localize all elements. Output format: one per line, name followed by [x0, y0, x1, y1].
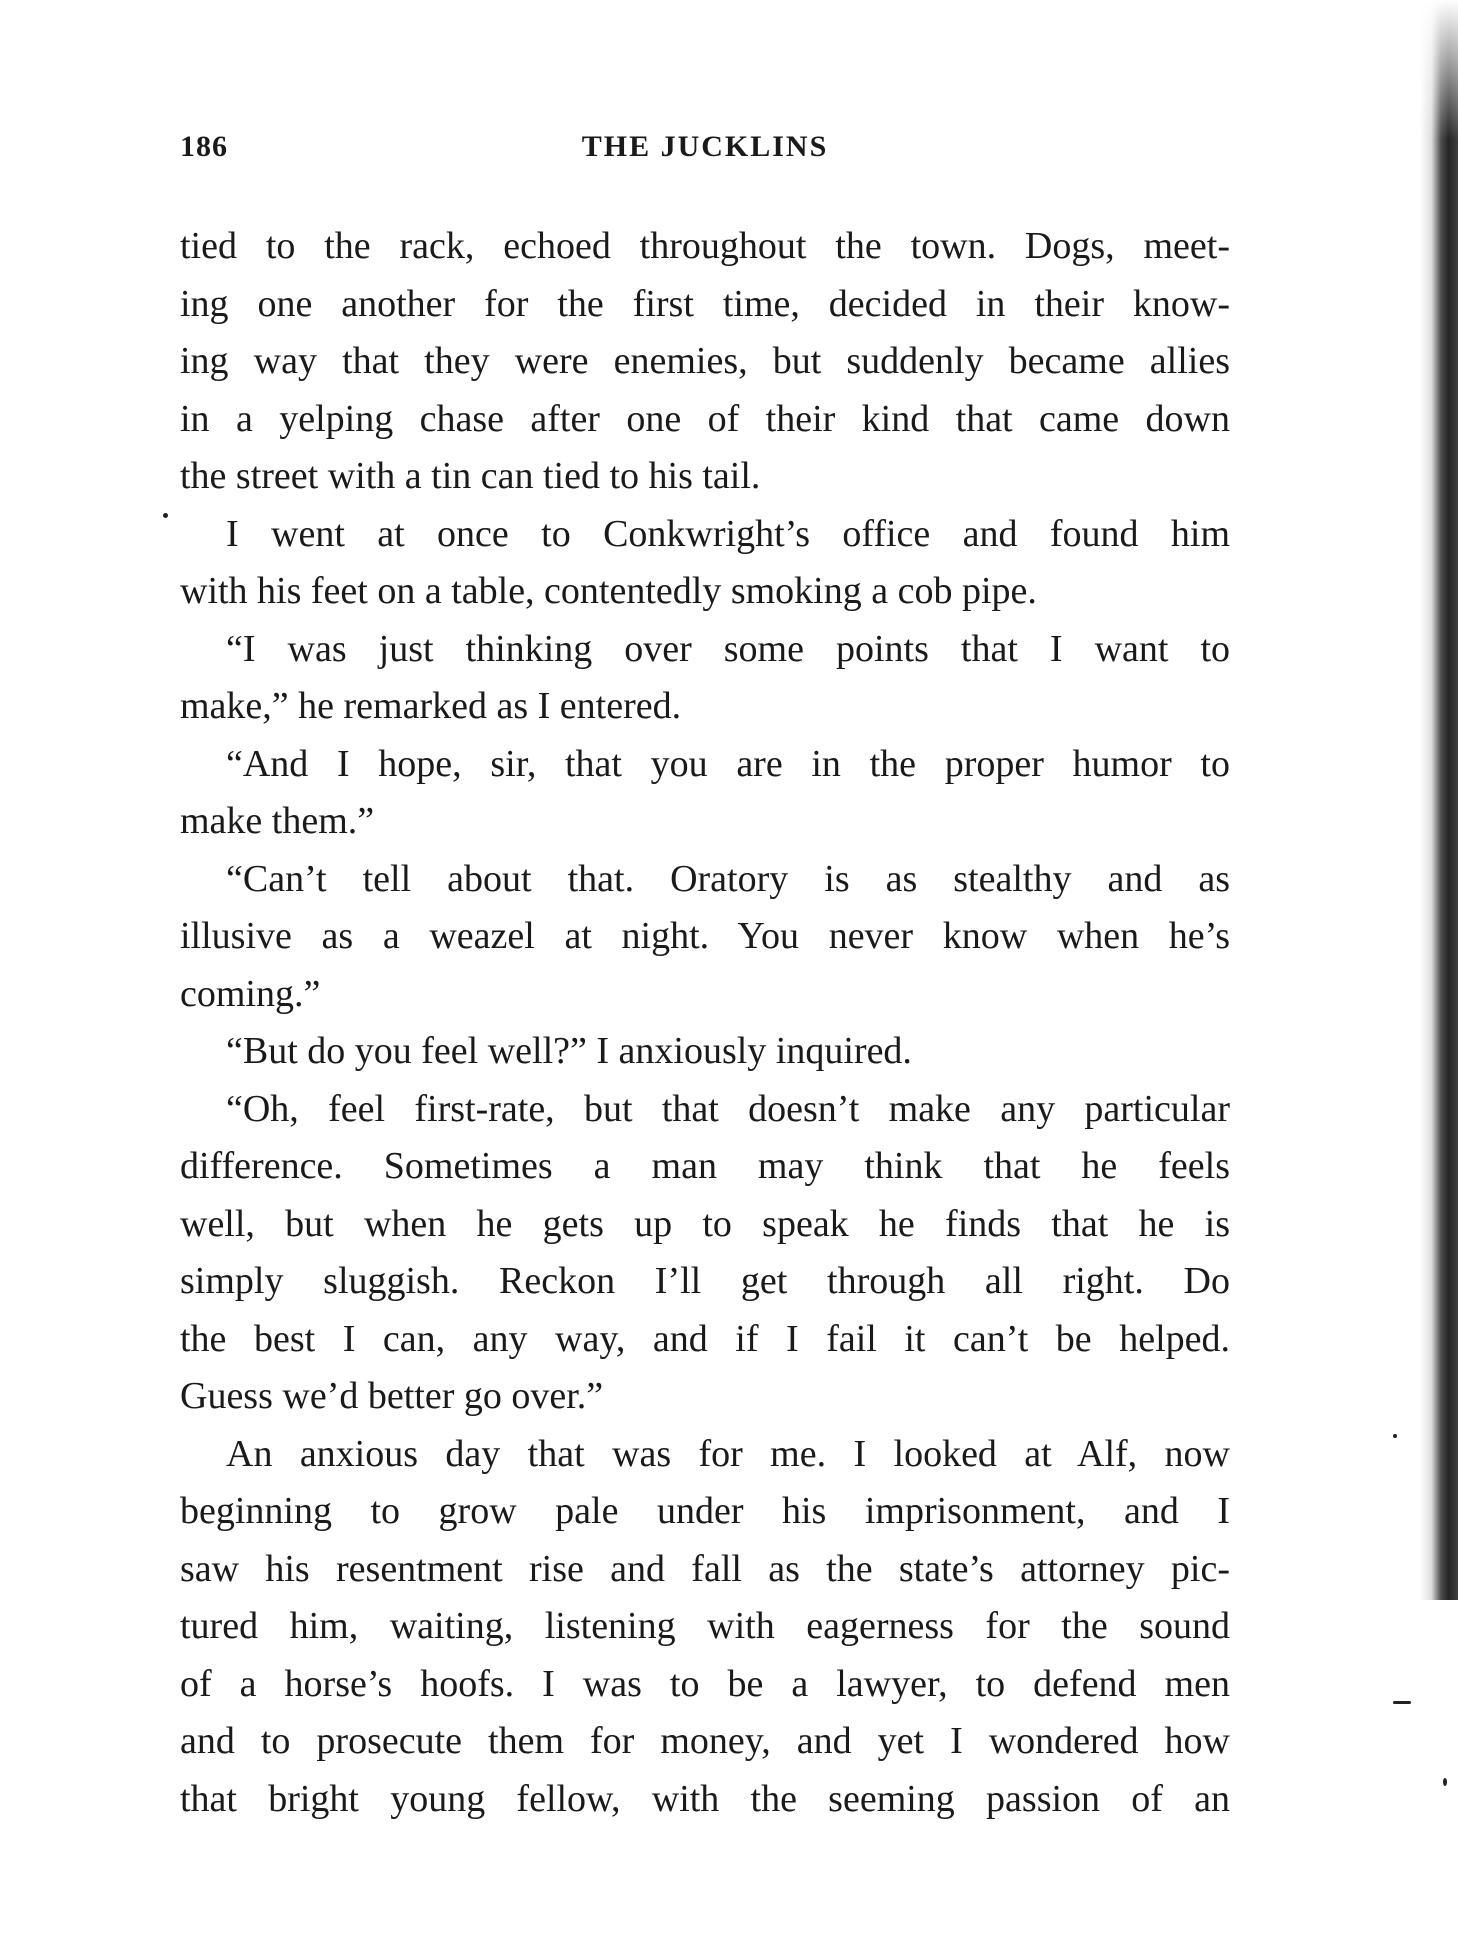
text-line: simply sluggish. Reckon I’ll get through all right. Do	[180, 1260, 1230, 1302]
text-line: “I was just thinking over some points that I want to	[226, 627, 1230, 670]
text-line: and to prosecute them for money, and yet I wondered how	[180, 1720, 1230, 1762]
running-title: THE JUCKLINS	[581, 130, 829, 163]
text-line: I went at once to Conkwright’s office and found him	[226, 512, 1230, 555]
running-head	[180, 130, 1230, 174]
scan-speck	[1393, 1434, 1397, 1438]
scan-speck	[1443, 1778, 1447, 1786]
text-line: “Oh, feel first-rate, but that doesn’t make any particular	[226, 1087, 1230, 1130]
text-line: coming.”	[180, 972, 321, 1015]
binding-shadow-fade-top	[1420, 0, 1458, 140]
scan-speck	[163, 513, 168, 518]
text-line: illusive as a weazel at night. You never know when he’s	[180, 915, 1230, 957]
text-line: make,” he remarked as I entered.	[180, 685, 682, 727]
text-line: in a yelping chase after one of their kind that came down	[180, 397, 1230, 440]
text-line: that bright young fellow, with the seeming passion of an	[180, 1777, 1230, 1820]
text-line: “But do you feel well?” I anxiously inquired.	[226, 1030, 912, 1072]
text-line: of a horse’s hoofs. I was to be a lawyer, to defend men	[180, 1662, 1230, 1705]
text-line: saw his resentment rise and fall as the state’s attorney pic-	[180, 1547, 1230, 1590]
text-line: make them.”	[180, 800, 375, 842]
text-line: the best I can, any way, and if I fail it can’t be helped.	[180, 1317, 1230, 1360]
page-number: 186	[180, 130, 228, 163]
body-text	[180, 218, 1230, 1828]
text-line: difference. Sometimes a man may think that he feels	[180, 1145, 1230, 1187]
text-line: well, but when he gets up to speak he finds that he is	[180, 1202, 1230, 1245]
text-line: with his feet on a table, contentedly smoking a cob pipe.	[180, 570, 1037, 612]
text-line: ing way that they were enemies, but suddenly became allies	[180, 340, 1230, 382]
text-line: An anxious day that was for me. I looked at Alf, now	[226, 1432, 1230, 1475]
text-line: beginning to grow pale under his imprisonment, and I	[180, 1490, 1230, 1532]
text-line: “And I hope, sir, that you are in the proper humor to	[226, 742, 1230, 785]
scan-speck	[1393, 1701, 1411, 1704]
text-line: the street with a tin can tied to his tail.	[180, 455, 761, 497]
binding-shadow-fade-bottom	[1420, 1600, 1458, 1953]
text-line: Guess we’d better go over.”	[180, 1375, 604, 1417]
text-line: tied to the rack, echoed throughout the town. Dogs, meet-	[180, 225, 1230, 267]
text-line: tured him, waiting, listening with eagerness for the sound	[180, 1605, 1230, 1647]
text-line: ing one another for the first time, decided in their know-	[180, 282, 1230, 325]
text-line: “Can’t tell about that. Oratory is as stealthy and as	[226, 857, 1230, 900]
